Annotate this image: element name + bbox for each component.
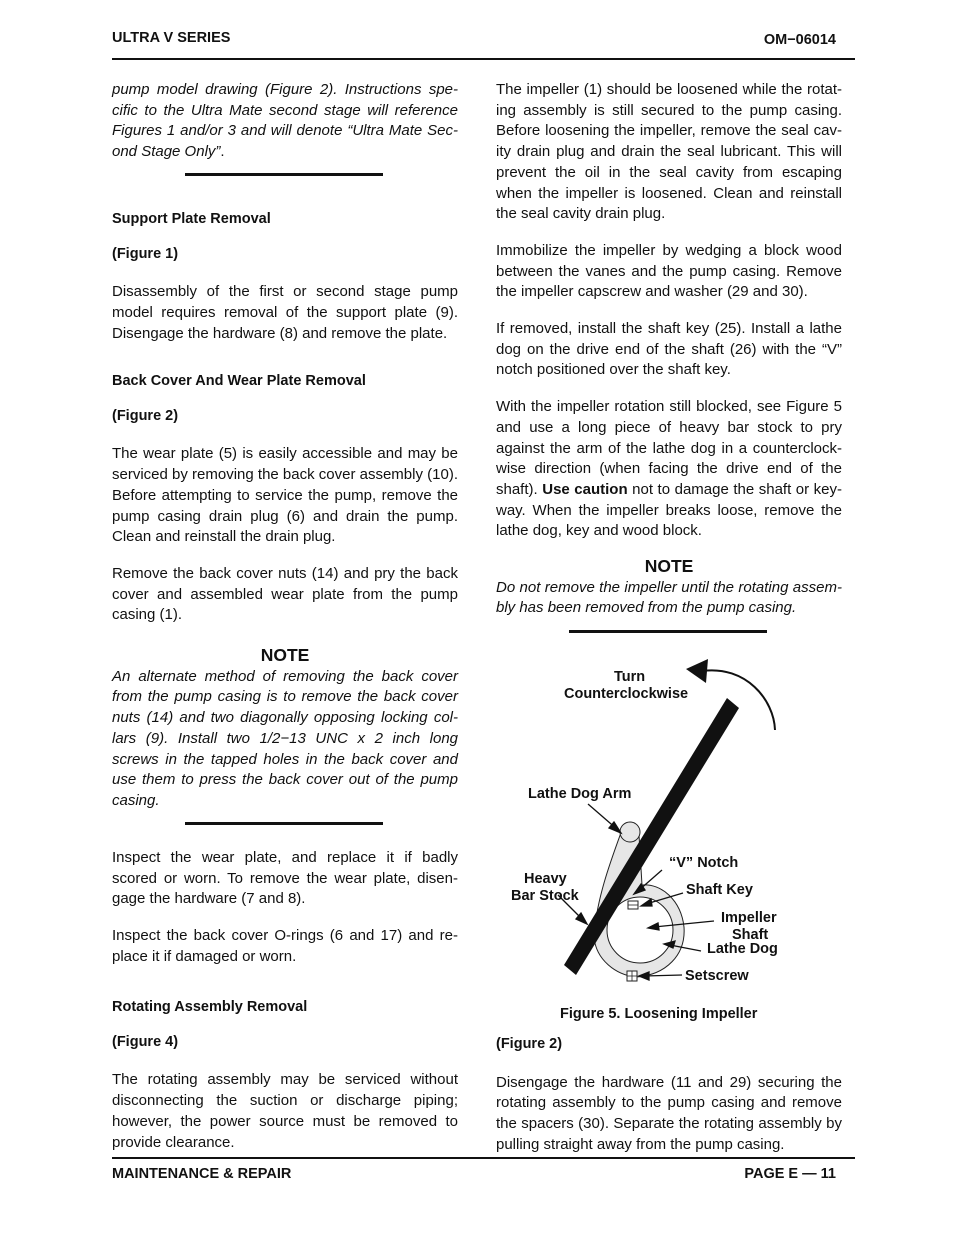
note-text: Do not remove the impeller until the rotating assembly has been removed from the pump casing. bbox=[496, 578, 842, 617]
section-heading: Support Plate Removal bbox=[112, 211, 271, 227]
label-shaft: Shaft bbox=[732, 927, 769, 943]
figure-reference: (Figure 2) bbox=[112, 407, 179, 424]
figure-reference: (Figure 4) bbox=[112, 1033, 179, 1050]
shaft-key-paragraph: If removed, install the shaft key (25). Install a lathe dog on the drive end of the shaft (26) with the “V” notch positioned over the shaft key. bbox=[496, 320, 842, 379]
separator-line bbox=[185, 173, 383, 176]
right-column bbox=[496, 80, 842, 542]
footer-section-title: MAINTENANCE & REPAIR bbox=[112, 1166, 292, 1182]
figure-reference: (Figure 1) bbox=[112, 245, 179, 262]
impeller-paragraph: The impeller (1) should be loosened while the rotating assembly is still secured to the pump casing. Before loosening the impeller, remove the seal cavity drain plug and drain the seal lubricant. This will prevent the oil in the seal cavity from escaping when the impeller is loosened. Clean and reinstall the seal cavity drain plug. bbox=[496, 81, 842, 223]
note-title: NOTE bbox=[260, 645, 310, 665]
figure-caption: Figure 5. Loosening Impeller bbox=[560, 1006, 758, 1022]
page-number: PAGE E — 11 bbox=[744, 1166, 836, 1182]
section-heading: Rotating Assembly Removal bbox=[112, 999, 308, 1015]
label-lathe-dog: Lathe Dog bbox=[707, 941, 778, 957]
right-bottom-section bbox=[496, 1034, 842, 1156]
left-note bbox=[112, 645, 458, 812]
left-column bbox=[112, 80, 458, 163]
inspect-text: Inspect the wear plate, and replace it if badly scored or worn. To remove the wear plate, disengage the hardware (7 and 8). bbox=[112, 849, 458, 908]
inspect-text-2: Inspect the back cover O-rings (6 and 17) and replace it if damaged or worn. bbox=[112, 927, 458, 965]
section-heading: Back Cover And Wear Plate Removal bbox=[112, 373, 366, 389]
disengage-paragraph: Disengage the hardware (11 and 29) securing the rotating assembly to the pump casing and remove the spacers (30). Separate the rotating assembly by pulling straight away from the pump casing. bbox=[496, 1073, 842, 1153]
label-impeller: Impeller bbox=[721, 910, 777, 926]
rotating-text: The rotating assembly may be serviced without disconnecting the suction or discharge piping; however, the power source must be removed to provide clearance. bbox=[112, 1071, 458, 1151]
label-lathe-dog-arm: Lathe Dog Arm bbox=[528, 786, 632, 802]
label-bar-stock: Bar Stock bbox=[511, 888, 579, 904]
header-title: ULTRA V SERIES bbox=[112, 30, 231, 46]
intro-paragraph: pump model drawing (Figure 2). Instructions specific to the Ultra Mate second stage will reference Figures 1 and/or 3 and will denote “Ultra Mate Second Stage Only”. bbox=[112, 81, 458, 161]
lathe-dog-arm-end bbox=[620, 822, 640, 842]
label-shaft-key: Shaft Key bbox=[686, 882, 753, 898]
footer-rule bbox=[112, 1157, 855, 1159]
inspect-section bbox=[112, 848, 458, 968]
immobilize-paragraph: Immobilize the impeller by wedging a block wood between the vanes and the pump casing. Remove the impeller capscrew and washer (29 and 30). bbox=[496, 241, 842, 301]
note-title: NOTE bbox=[644, 556, 694, 576]
rotation-paragraph: With the impeller rotation still blocked, see Figure 5 and use a long piece of heavy bar stock to pry against the arm of the lathe dog in a counterclockwise direction (when facing the drive end of the shaft). Use caution not to damage the shaft or keyway. When the impeller breaks loose, remove the lathe dog, key and wood block. bbox=[496, 398, 843, 540]
right-note bbox=[496, 556, 842, 619]
label-v-notch: “V” Notch bbox=[669, 855, 739, 871]
separator-line bbox=[569, 630, 767, 633]
back-cover-section bbox=[112, 371, 458, 626]
label-turn: Turn bbox=[614, 669, 646, 685]
back-cover-text-2: Remove the back cover nuts (14) and pry the back cover and assembled wear plate from the pump casing (1). bbox=[112, 564, 458, 624]
support-section bbox=[112, 209, 458, 345]
rotating-section bbox=[112, 997, 458, 1153]
figure-reference: (Figure 2) bbox=[496, 1036, 563, 1052]
back-cover-text: The wear plate (5) is easily accessible and may be serviced by removing the back cover assembly (10). Before attempting to service the pump, remove the pump casing drain plug (6) and drain the pump. Clean and reinstall the drain plug. bbox=[112, 445, 458, 546]
support-text: Disassembly of the first or second stage pump model requires removal of the support plate (9). Disengage the hardware (8) and remove the plate. bbox=[112, 283, 458, 342]
label-setscrew: Setscrew bbox=[685, 968, 749, 984]
separator-line bbox=[185, 822, 383, 825]
label-heavy: Heavy bbox=[524, 871, 567, 887]
document-number: OM−06014 bbox=[763, 32, 836, 48]
header-rule bbox=[112, 58, 855, 60]
arrow-head-icon bbox=[686, 659, 708, 683]
note-text: An alternate method of removing the back cover from the pump casing is to remove the back cover nuts (14) and two diagonally opposing locking collars (9). Install two 1/2−13 UNC x 2 inch long screws in the tapped holes in the back cover and use them to press the back cover out of the pump casing. bbox=[112, 667, 458, 809]
label-counterclockwise: Counterclockwise bbox=[564, 686, 689, 702]
